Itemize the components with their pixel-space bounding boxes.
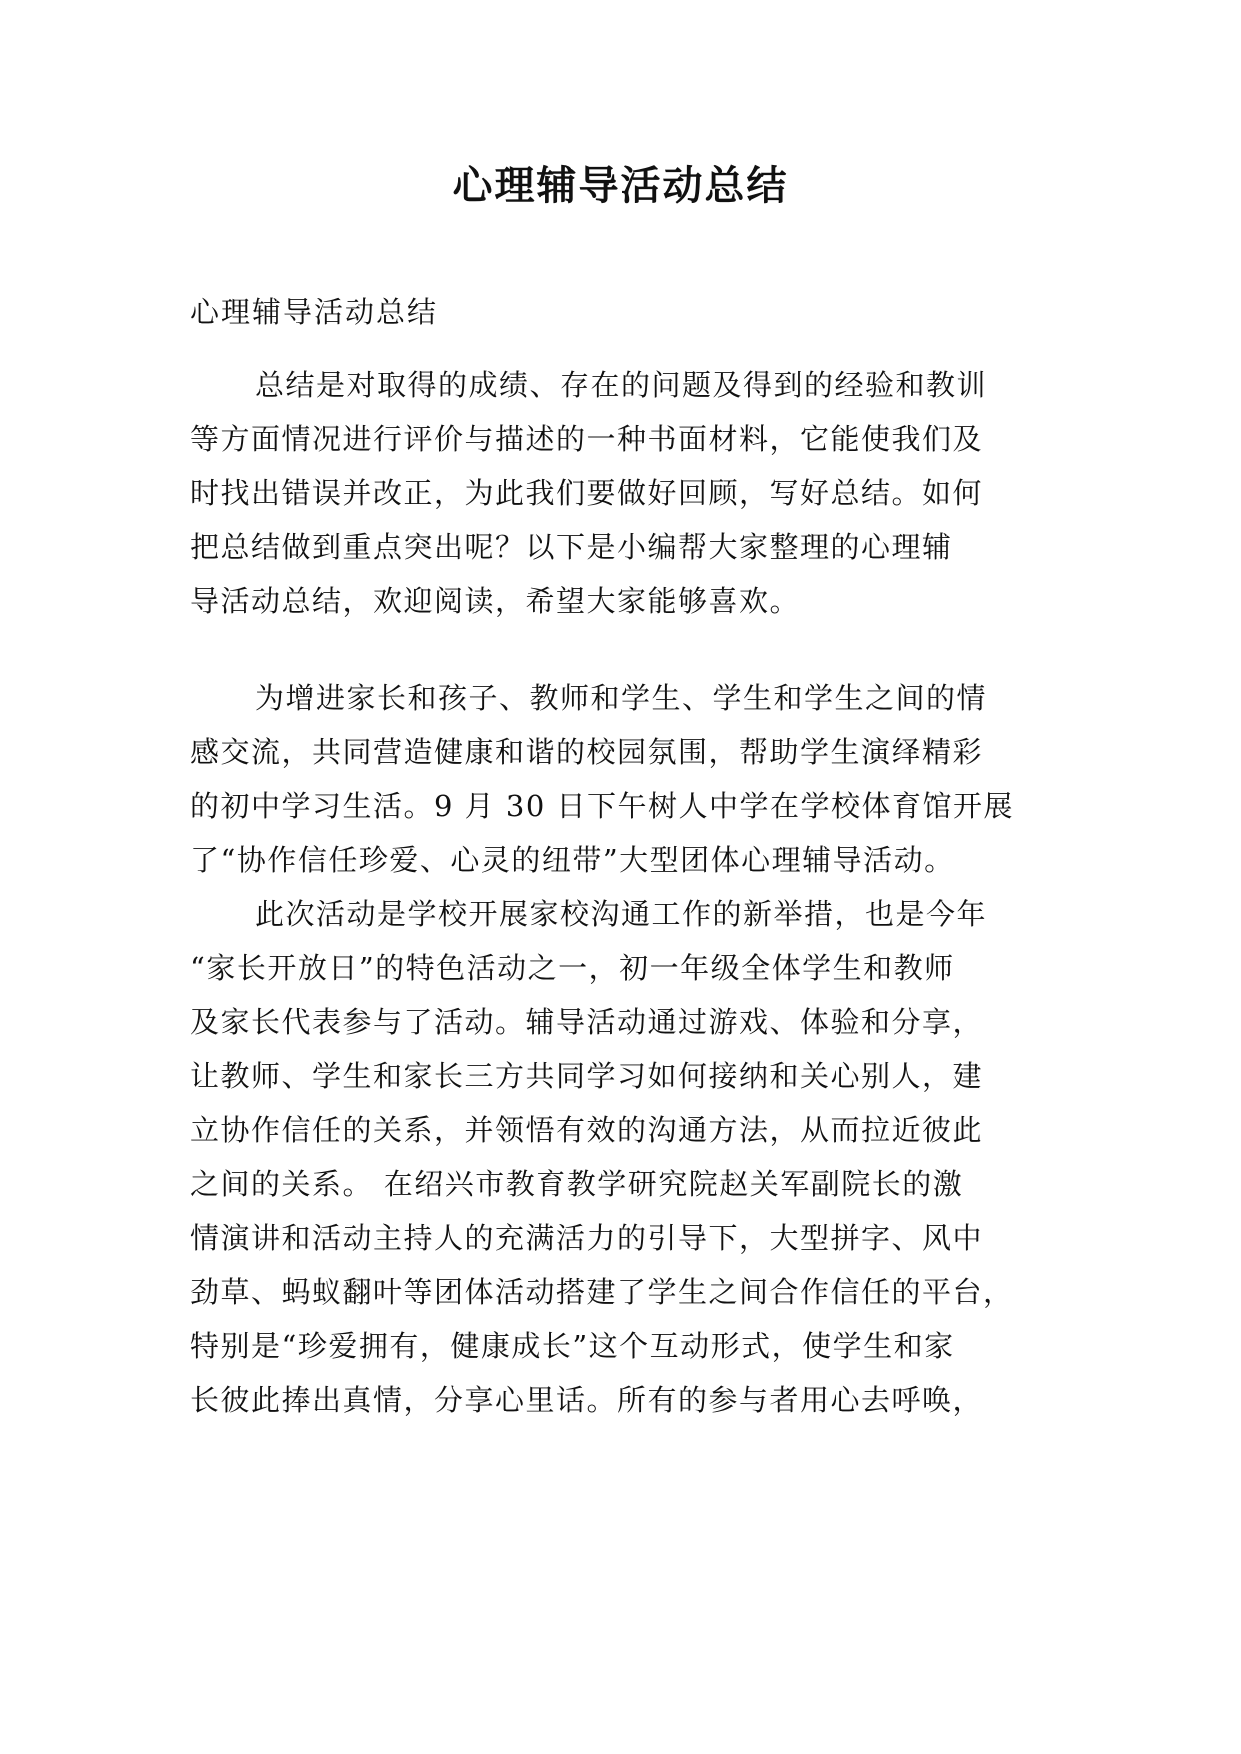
paragraph-line: 等方面情况进行评价与描述的一种书面材料，它能使我们及: [190, 422, 984, 456]
paragraph-line: 把总结做到重点突出呢？以下是小编帮大家整理的心理辅: [190, 530, 953, 564]
paragraph-line: 总结是对取得的成绩、存在的问题及得到的经验和教训: [255, 368, 988, 402]
document-title: 心理辅导活动总结: [452, 163, 789, 209]
paragraph-line: 劲草、蚂蚁翻叶等团体活动搭建了学生之间合作信任的平台，: [190, 1275, 1014, 1309]
paragraph-line: 及家长代表参与了活动。辅导活动通过游戏、体验和分享，: [190, 1005, 984, 1039]
paragraph-line: “家长开放日”的特色活动之一，初一年级全体学生和教师: [190, 951, 955, 985]
paragraph-line: 感交流，共同营造健康和谐的校园氛围，帮助学生演绎精彩: [190, 735, 984, 769]
paragraph-line: 让教师、学生和家长三方共同学习如何接纳和关心别人，建: [190, 1059, 984, 1093]
paragraph-line: 导活动总结，欢迎阅读，希望大家能够喜欢。: [190, 584, 801, 618]
paragraph-line: 了“协作信任珍爱、心灵的纽带”大型团体心理辅导活动。: [190, 843, 955, 877]
paragraph-line: 为增进家长和孩子、教师和学生、学生和学生之间的情: [255, 681, 988, 715]
paragraph-line: 之间的关系。 在绍兴市教育教学研究院赵关军副院长的激: [190, 1167, 964, 1201]
paragraph-line: 情演讲和活动主持人的充满活力的引导下，大型拼字、风中: [190, 1221, 984, 1255]
paragraph-line: 特别是“珍爱拥有，健康成长”这个互动形式，使学生和家: [190, 1329, 955, 1363]
document-subtitle: 心理辅导活动总结: [190, 295, 439, 329]
paragraph-line: 时找出错误并改正，为此我们要做好回顾，写好总结。如何: [190, 476, 984, 510]
paragraph-line: 此次活动是学校开展家校沟通工作的新举措，也是今年: [255, 897, 988, 931]
paragraph-line: 长彼此捧出真情，分享心里话。所有的参与者用心去呼唤，: [190, 1383, 984, 1417]
paragraph-line: 的初中学习生活。9 月 30 日下午树人中学在学校体育馆开展: [190, 789, 1015, 823]
paragraph-line: 立协作信任的关系，并领悟有效的沟通方法，从而拉近彼此: [190, 1113, 984, 1147]
